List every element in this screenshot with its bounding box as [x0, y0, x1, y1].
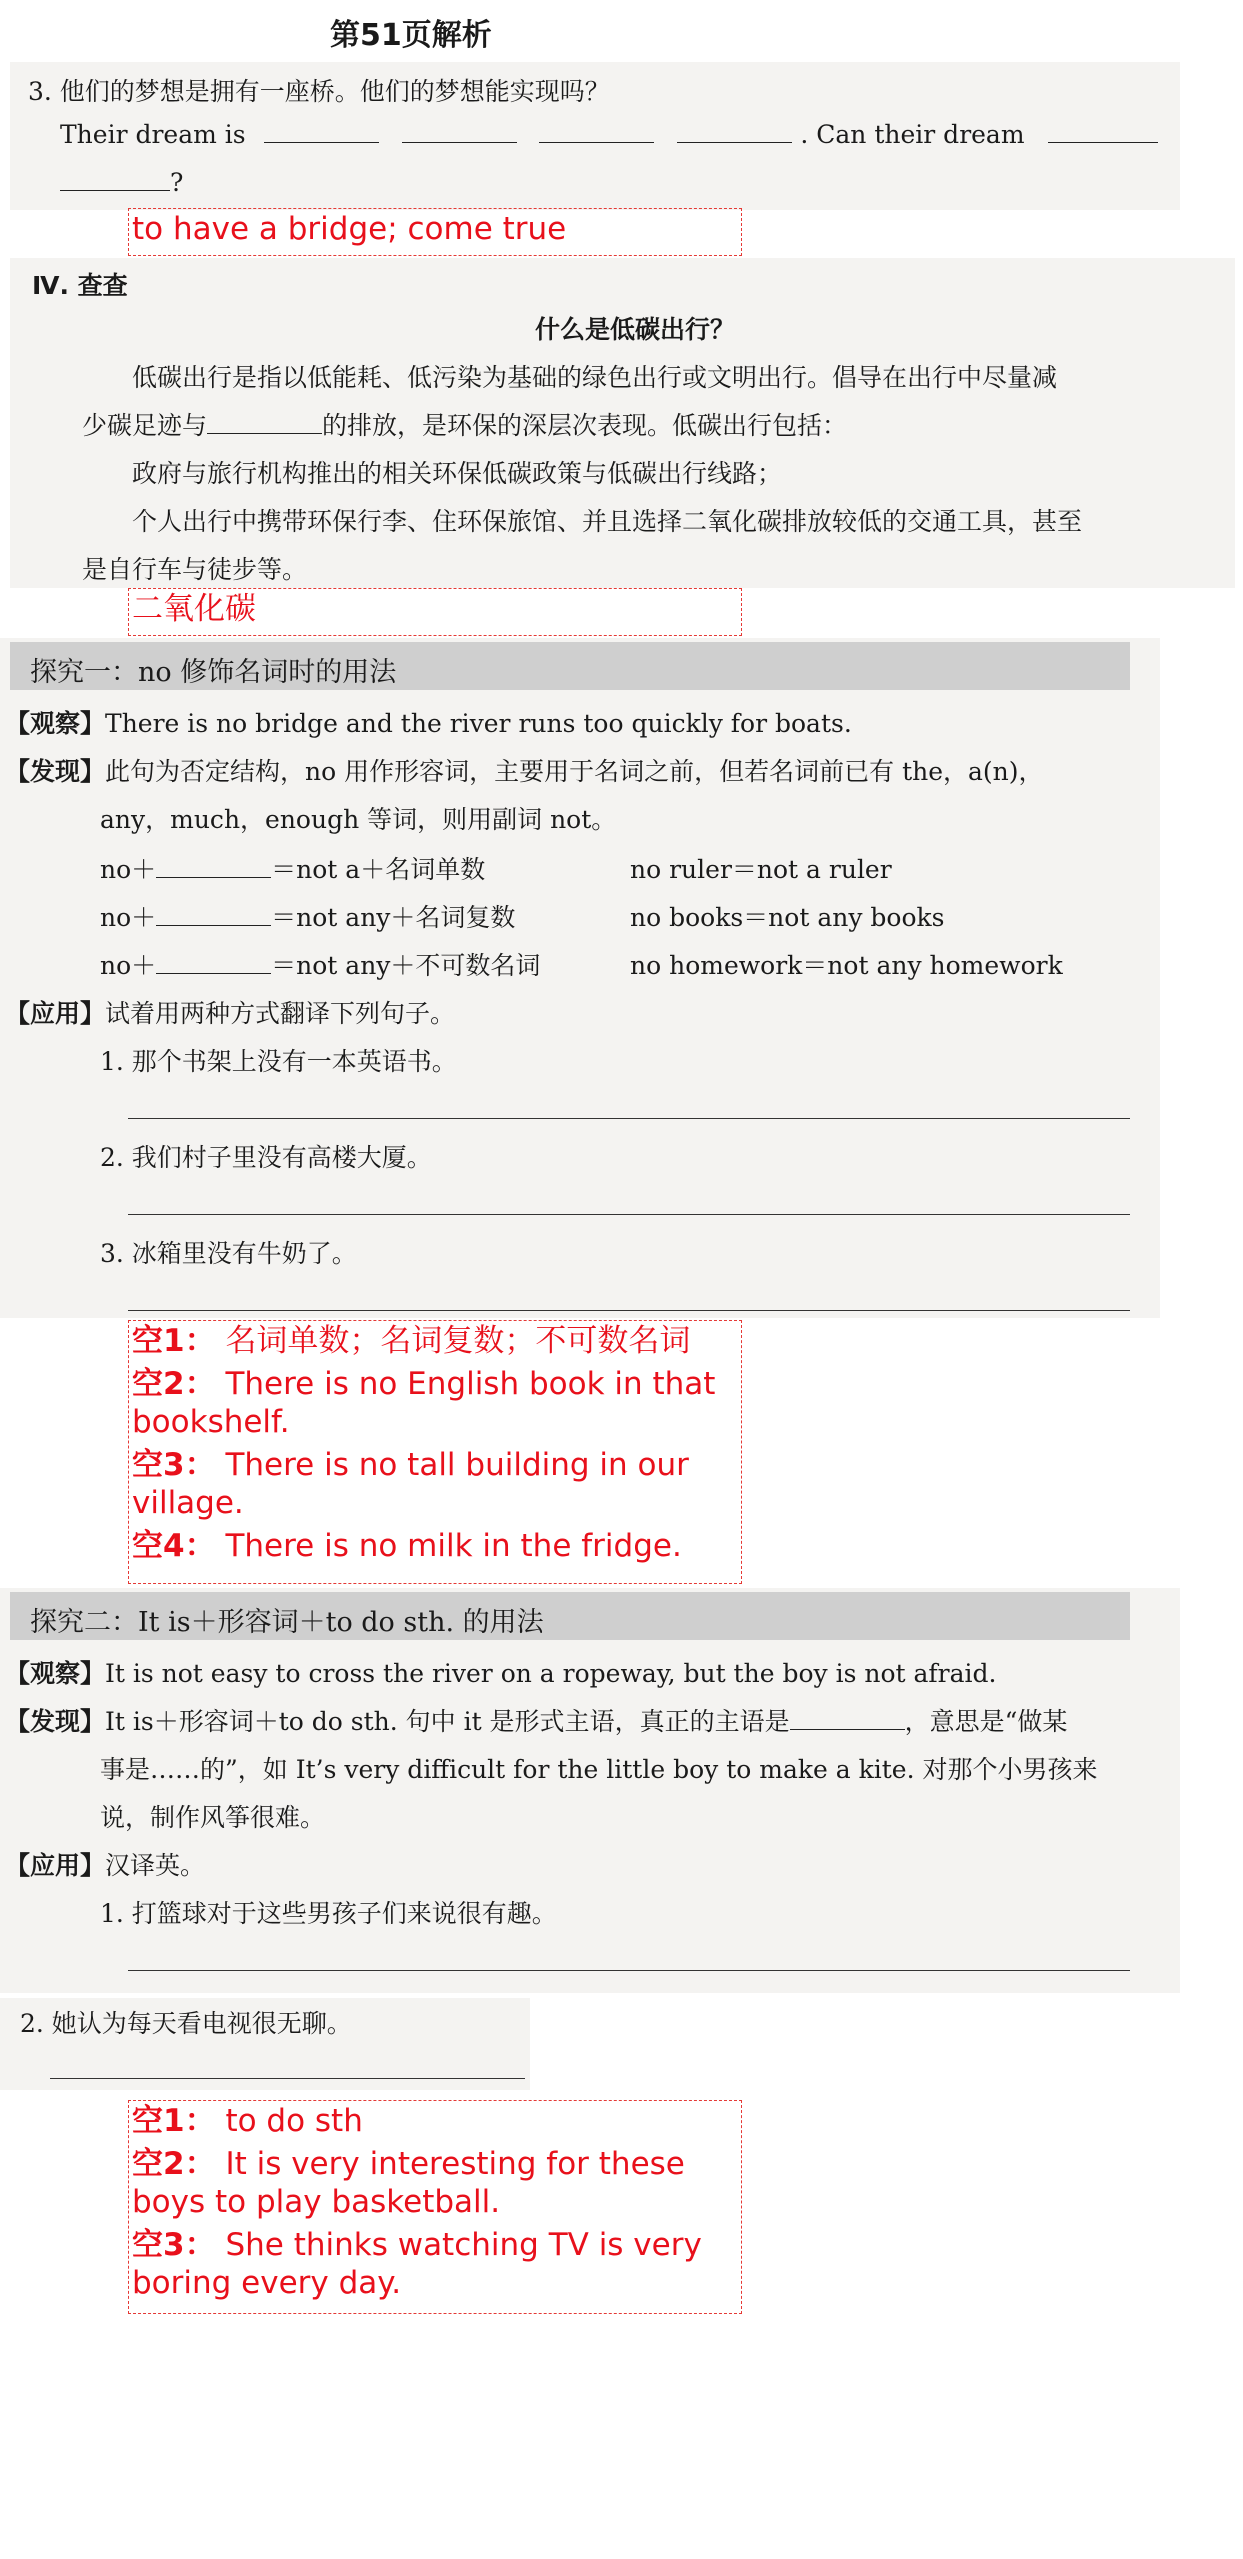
answer-text: It is very interesting for these boys to play basketball.	[132, 2146, 685, 2220]
observe-text: There is no bridge and the river runs too quickly for boats.	[105, 709, 852, 738]
answer-entry	[132, 2145, 738, 2221]
explore-2-item-2-block	[0, 1998, 530, 2090]
rule-left-pre: no＋	[100, 951, 157, 980]
exercise-item: 1. 那个书架上没有一本英语书。	[100, 1047, 457, 1076]
explore-2-find-3: 说，制作风筝很难。	[100, 1803, 326, 1832]
q3-en-c: ?	[170, 168, 184, 197]
rule-blank	[156, 855, 271, 878]
rule-left-post: ＝not any＋名词复数	[271, 903, 516, 932]
rule-blank	[156, 951, 271, 974]
co2-blank	[207, 411, 322, 434]
explore-1-observe	[5, 704, 852, 740]
q3-blank	[677, 120, 792, 143]
answer-text: She thinks watching TV is very boring every day.	[132, 2227, 702, 2301]
section-4-p2: 政府与旅行机构推出的相关环保低碳政策与低碳出行线路；	[132, 459, 783, 488]
section-4-label: Ⅳ. 查查	[32, 271, 128, 300]
rule-example: no books＝not any books	[630, 903, 945, 932]
explore-1-title: 探究一：no 修饰名词时的用法	[30, 657, 397, 688]
explore-2-find-2: 事是……的”，如 It’s very difficult for the little boy to make a kite. 对那个小男孩来	[100, 1755, 1098, 1784]
q3-blank	[1048, 120, 1158, 143]
answer-key: 空1：	[132, 1323, 216, 1359]
answer-entry	[132, 1322, 738, 1360]
answer-entry	[132, 2226, 738, 2302]
rule-example: no ruler＝not a ruler	[630, 855, 892, 884]
rule-left-post: ＝not any＋不可数名词	[271, 951, 541, 980]
rule-left-pre: no＋	[100, 855, 157, 884]
explore-2-title: 探究二：It is＋形容词＋to do sth. 的用法	[30, 1607, 544, 1638]
explore-1-find-2: any，much，enough 等词，则用副词 not。	[100, 805, 617, 834]
answer-box-4	[128, 2100, 742, 2314]
q3-blank	[402, 120, 517, 143]
section-4-p3: 个人出行中携带环保行李、住环保旅馆、并且选择二氧化碳排放较低的交通工具，甚至	[132, 507, 1083, 536]
answer-key: 空4：	[132, 1528, 216, 1564]
section-4-block	[10, 258, 1235, 588]
answer-box-2	[128, 588, 742, 636]
p1b-post: 的排放，是环保的深层次表现。低碳出行包括：	[322, 411, 848, 440]
q3-chinese: 3. 他们的梦想是拥有一座桥。他们的梦想能实现吗？	[28, 77, 610, 106]
explore-1-block	[0, 638, 1160, 1318]
q3-blank	[264, 120, 379, 143]
section-4-heading: 什么是低碳出行？	[535, 315, 736, 344]
observe-tag: 【观察】	[5, 709, 106, 738]
q3-blank	[60, 168, 170, 191]
find-text-post: ，意思是“做某	[904, 1707, 1068, 1736]
explore-2-apply	[5, 1846, 205, 1882]
rule-example: no homework＝not any homework	[630, 951, 1063, 980]
q3-line2	[60, 168, 183, 197]
explore-2-title-band	[10, 1592, 1130, 1640]
rule-row	[100, 850, 485, 886]
rule-row	[100, 898, 515, 934]
rule-left-post: ＝not a＋名词单数	[271, 855, 486, 884]
answer-box-3	[128, 1320, 742, 1584]
answer-text: There is no tall building in our village.	[132, 1447, 689, 1521]
answer-text: There is no milk in the fridge.	[225, 1528, 682, 1564]
p1b-pre: 少碳足迹与	[82, 411, 208, 440]
answer-key: 空3：	[132, 1447, 216, 1483]
q3-blank	[539, 120, 654, 143]
answer-text: There is no English book in that bookshelf.	[132, 1366, 716, 1440]
section-4-p3b: 是自行车与徒步等。	[82, 555, 308, 584]
find-tag: 【发现】	[5, 757, 106, 786]
answer-text: to have a bridge; come true	[132, 211, 567, 247]
answer-text: 名词单数；名词复数；不可数名词	[225, 1323, 691, 1359]
subject-blank	[790, 1707, 905, 1730]
exercise-item: 1. 打篮球对于这些男孩子们来说很有趣。	[100, 1899, 557, 1928]
question-3-block	[10, 62, 1180, 210]
find-tag: 【发现】	[5, 1707, 106, 1736]
answer-line	[128, 1118, 1130, 1119]
answer-key: 空2：	[132, 2146, 216, 2182]
exercise-item: 2. 她认为每天看电视很无聊。	[20, 2009, 352, 2038]
answer-entry	[132, 1446, 738, 1522]
rule-row	[100, 946, 540, 982]
apply-tag: 【应用】	[5, 1851, 106, 1880]
q3-en-b: . Can their dream	[800, 120, 1025, 149]
explore-2-find	[5, 1702, 1067, 1738]
explore-2-observe	[5, 1654, 996, 1690]
observe-text: It is not easy to cross the river on a ropeway, but the boy is not afraid.	[105, 1659, 997, 1688]
exercise-item: 3. 冰箱里没有牛奶了。	[100, 1239, 357, 1268]
find-text-1: 此句为否定结构，no 用作形容词，主要用于名词之前，但若名词前已有 the，a(n)，	[105, 757, 1044, 786]
section-4-p1b	[82, 406, 847, 442]
answer-text: to do sth	[225, 2103, 363, 2139]
section-4-p1: 低碳出行是指以低能耗、低污染为基础的绿色出行或文明出行。倡导在出行中尽量减	[132, 363, 1058, 392]
q3-en-a: Their dream is	[60, 120, 246, 149]
answer-entry	[132, 2102, 738, 2140]
rule-left-pre: no＋	[100, 903, 157, 932]
answer-line	[128, 1214, 1130, 1215]
exercise-item: 2. 我们村子里没有高楼大厦。	[100, 1143, 432, 1172]
observe-tag: 【观察】	[5, 1659, 106, 1688]
answer-entry	[132, 1365, 738, 1441]
answer-key: 空2：	[132, 1366, 216, 1402]
answer-line	[128, 1310, 1130, 1311]
answer-line	[50, 2078, 525, 2079]
find-text-pre: It is＋形容词＋to do sth. 句中 it 是形式主语，真正的主语是	[105, 1707, 790, 1736]
answer-line	[128, 1970, 1130, 1971]
explore-1-find	[5, 752, 1044, 788]
q3-english	[60, 120, 1158, 149]
apply-text: 试着用两种方式翻译下列句子。	[105, 999, 456, 1028]
explore-1-title-band	[10, 642, 1130, 690]
explore-1-apply	[5, 994, 455, 1030]
page-title: 第51页解析	[330, 18, 492, 53]
answer-key: 空1：	[132, 2103, 216, 2139]
apply-text: 汉译英。	[105, 1851, 206, 1880]
explore-2-block	[0, 1588, 1180, 1993]
apply-tag: 【应用】	[5, 999, 106, 1028]
answer-box-1	[128, 208, 742, 256]
rule-blank	[156, 903, 271, 926]
answer-key: 空3：	[132, 2227, 216, 2263]
answer-text: 二氧化碳	[132, 591, 256, 627]
answer-entry	[132, 1527, 738, 1565]
